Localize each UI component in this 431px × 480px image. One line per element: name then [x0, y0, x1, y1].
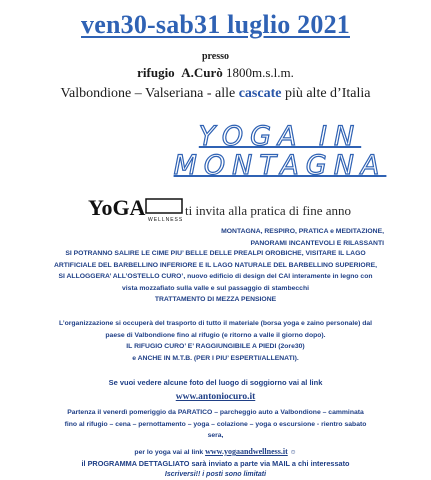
description-line: IL RIFUGIO CURO’ E’ RAGGIUNGIBILE A PIEDI (2ore30) — [126, 343, 305, 350]
description-line: SI ALLOGGERA’ ALL’OSTELLO CURO’, nuovo edificio di design del CAI interamente in legno con — [58, 273, 373, 280]
photos-intro: Se vuoi vedere alcune foto del luogo di soggiorno vai al link — [108, 378, 323, 387]
yoga-link-line — [0, 447, 431, 456]
schedule-block — [6, 407, 425, 442]
presso-label: presso — [201, 51, 230, 62]
location-prefix: Valbondione – Valseriana - alle — [60, 86, 239, 101]
event-date-title: ven30-sab31 luglio 2021 — [81, 10, 350, 39]
description-line: L’organizzazione si occuperà del trasporto di tutto il materiale (borsa yoga e zaino personale) dal — [58, 320, 373, 327]
description-line: paese di Valbondione fino al rifugio (e ritorno a valle il giorno dopo). — [105, 331, 326, 339]
rifugio-name: A.Curò — [181, 65, 223, 80]
event-title — [150, 122, 410, 180]
yoga-wellness-link[interactable]: www.yogaandwellness.it — [205, 447, 288, 456]
description-block-2 — [6, 248, 425, 306]
antoniocuro-link[interactable]: www.antoniocuro.it — [175, 392, 256, 402]
program-note: il PROGRAMMA DETTAGLIATO sarà inviato a parte via MAIL a chi interessato — [81, 459, 350, 468]
yoga-link-prefix: per lo yoga vai al link — [134, 449, 206, 456]
schedule-line: fino al rifugio – cena – pernottamento – yoga – colazione – yoga o escursione - rientro sabato — [64, 420, 367, 428]
schedule-line: sera, — [207, 432, 224, 439]
logo-sub-text: WELLNESS — [148, 217, 184, 223]
logo-main-text: YoGA — [88, 195, 146, 220]
location-suffix: più alte d’Italia — [281, 86, 371, 101]
signup-note: Iscriversi!! i posti sono limitati — [164, 471, 267, 478]
location-highlight: cascate — [238, 86, 282, 101]
altitude: 1800m.s.l.m. — [225, 65, 294, 80]
description-block-3 — [6, 318, 425, 364]
description-line: TRATTAMENTO DI MEZZA PENSIONE — [154, 296, 277, 303]
logo-frame — [146, 199, 182, 213]
rifugio-label: rifugio — [137, 65, 175, 80]
location-line — [0, 86, 431, 102]
description-line: e ANCHE IN M.T.B. (PER I PIU’ ESPERTI/ALLENATI). — [132, 354, 299, 362]
schedule-line: Partenza il venerdì pomeriggio da PARATICO – parcheggio auto a Valbondione – camminata — [67, 409, 364, 416]
event-title-line1: YOGA IN — [198, 121, 362, 152]
event-title-line2: MONTAGNA — [173, 150, 387, 181]
description-line: vista mozzafiato sulla valle e sul passaggio di stambecchi — [122, 284, 309, 292]
yoga-wellness-logo-icon — [86, 193, 184, 223]
description-line: PANORAMI INCANTEVOLI E RILASSANTI — [250, 239, 384, 247]
description-block-1 — [4, 226, 384, 249]
invite-text: ti invita alla pratica di fine anno — [185, 203, 352, 218]
description-line: ARTIFICIALE DEL BARBELLINO INFERIORE E IL LAGO NATURALE DEL BARBELLINO SUPERIORE, — [53, 261, 378, 269]
description-line: MONTAGNA, RESPIRO, PRATICA e MEDITAZIONE, — [221, 228, 384, 235]
description-line: SI POTRANNO SALIRE LE CIME PIU’ BELLE DELLE PREALPI OROBICHE, VISITARE IL LAGO — [65, 250, 366, 257]
rifugio-line — [0, 65, 431, 81]
smiley-icon: ☺ — [287, 449, 297, 456]
